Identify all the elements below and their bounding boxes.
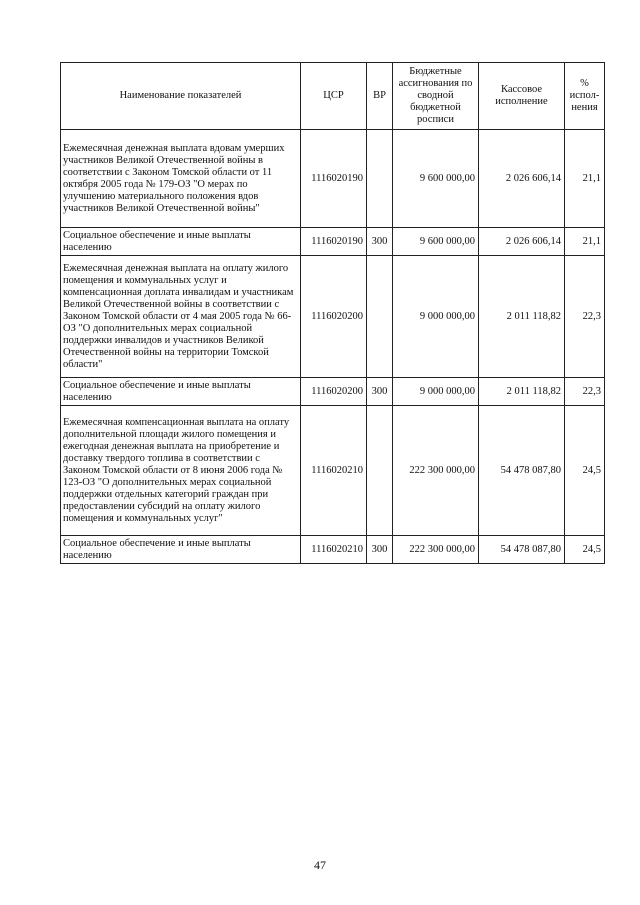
cell-vr	[367, 130, 393, 228]
cell-cash: 54 478 087,80	[479, 406, 565, 536]
cell-name: Социальное обеспечение и иные выплаты населению	[61, 378, 301, 406]
cell-csr: 1116020210	[301, 406, 367, 536]
cell-csr: 1116020200	[301, 378, 367, 406]
cell-vr: 300	[367, 536, 393, 564]
cell-cash: 2 011 118,82	[479, 378, 565, 406]
cell-budget: 9 600 000,00	[393, 228, 479, 256]
cell-cash: 2 011 118,82	[479, 256, 565, 378]
table-row	[61, 378, 605, 406]
cell-budget: 222 300 000,00	[393, 536, 479, 564]
cell-budget: 9 600 000,00	[393, 130, 479, 228]
header-cash: Кассовое исполнение	[479, 63, 565, 130]
cell-budget: 9 000 000,00	[393, 378, 479, 406]
cell-vr	[367, 406, 393, 536]
cell-csr: 1116020200	[301, 256, 367, 378]
table-header-row	[61, 63, 605, 130]
cell-percent: 24,5	[565, 536, 605, 564]
header-percent: % испол-нения	[565, 63, 605, 130]
cell-cash: 54 478 087,80	[479, 536, 565, 564]
cell-cash: 2 026 606,14	[479, 130, 565, 228]
table-row	[61, 256, 605, 378]
cell-name: Ежемесячная компенсационная выплата на оплату дополнительной площади жилого помещения и ежегодная денежная выплата на приобретение и доставку твердого топлива в соответствии с Законом Томской области от 8 июня 2006 года № 123-ОЗ "О дополнительных мерах социальной поддержки отдельных категорий граждан при предоставлении субсидий на оплату жилого помещения и коммунальных услуг"	[61, 406, 301, 536]
cell-vr: 300	[367, 228, 393, 256]
cell-csr: 1116020190	[301, 130, 367, 228]
table-row	[61, 536, 605, 564]
cell-cash: 2 026 606,14	[479, 228, 565, 256]
document-page	[60, 62, 604, 564]
cell-budget: 9 000 000,00	[393, 256, 479, 378]
cell-csr: 1116020210	[301, 536, 367, 564]
cell-percent: 21,1	[565, 228, 605, 256]
cell-name: Ежемесячная денежная выплата вдовам умерших участников Великой Отечественной войны в соответствии с Законом Томской области от 11 октября 2005 года № 179-ОЗ "О мерах по улучшению материального положения вдов участников Великой Отечественной войны"	[61, 130, 301, 228]
page-number: 47	[314, 858, 326, 872]
cell-name: Ежемесячная денежная выплата на оплату жилого помещения и коммунальных услуг и компенсационная доплата инвалидам и участникам Великой Отечественной войны в соответствии с Законом Томской области от 4 мая 2005 года № 66-ОЗ "О дополнительных мерах социальной поддержки инвалидов и участников Великой Отечественной войны на территории Томской области"	[61, 256, 301, 378]
header-vr: ВР	[367, 63, 393, 130]
budget-execution-table	[60, 62, 605, 564]
cell-percent: 22,3	[565, 378, 605, 406]
header-budget: Бюджетные ассигнования по сводной бюджетной росписи	[393, 63, 479, 130]
table-row	[61, 228, 605, 256]
table-row	[61, 130, 605, 228]
cell-budget: 222 300 000,00	[393, 406, 479, 536]
cell-name: Социальное обеспечение и иные выплаты населению	[61, 228, 301, 256]
cell-name: Социальное обеспечение и иные выплаты населению	[61, 536, 301, 564]
cell-percent: 24,5	[565, 406, 605, 536]
table-row	[61, 406, 605, 536]
cell-vr	[367, 256, 393, 378]
cell-percent: 21,1	[565, 130, 605, 228]
header-csr: ЦСР	[301, 63, 367, 130]
cell-csr: 1116020190	[301, 228, 367, 256]
header-name: Наименование показателей	[61, 63, 301, 130]
cell-vr: 300	[367, 378, 393, 406]
cell-percent: 22,3	[565, 256, 605, 378]
